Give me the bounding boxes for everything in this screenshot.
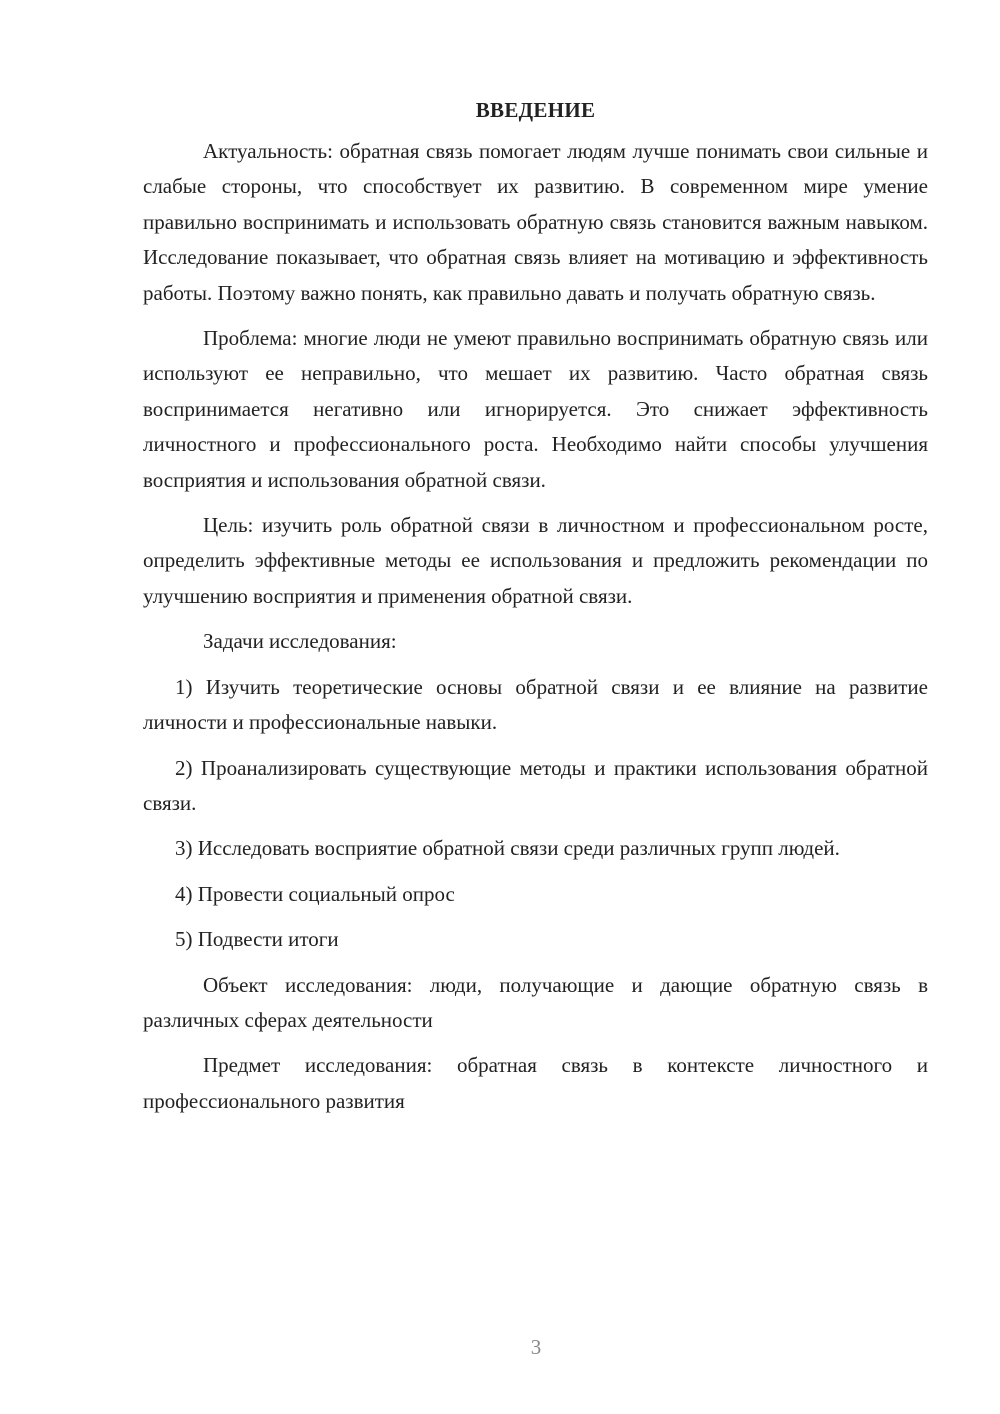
paragraph-goal: Цель: изучить роль обратной связи в личностном и профессиональном росте, определить эффективные методы ее использования и предложить рекомендации по улучшению восприятия и применения обратной связи. [143,513,928,608]
document-page [143,93,928,1129]
paragraph-object: Объект исследования: люди, получающие и дающие обратную связь в различных сферах деятельности [143,972,928,1032]
task-item-3: 3) Исследовать восприятие обратной связи среди различных групп людей. [175,836,840,861]
paragraph-relevance: Актуальность: обратная связь помогает людям лучше понимать свои сильные и слабые стороны, что способствует их развитию. В современном мире умение правильно воспринимать и использовать обратную связь становится важным навыком. Исследование показывает, что обратная связь влияет на мотивацию и эффективность работы. Поэтому важно понять, как правильно давать и получать обратную связь. [143,139,928,305]
task-item-5: 5) Подвести итоги [175,927,339,952]
page-title: ВВЕДЕНИЕ [475,98,596,122]
page-number: 3 [530,1335,542,1359]
paragraph-subject: Предмет исследования: обратная связь в контексте личностного и профессионального развития [143,1053,928,1113]
task-item-4: 4) Провести социальный опрос [175,881,455,906]
paragraph-problem: Проблема: многие люди не умеют правильно воспринимать обратную связь или используют ее неправильно, что мешает их развитию. Часто обратная связь воспринимается негативно или игнорируется. Это снижает эффективность личностного и профессионального роста. Необходимо найти способы улучшения восприятия и использования обратной связи. [143,326,928,492]
task-item-1: 1) Изучить теоретические основы обратной связи и ее влияние на развитие личности и профессиональные навыки. [143,674,928,735]
task-item-2: 2) Проанализировать существующие методы и практики использования обратной связи. [143,755,928,815]
tasks-heading: Задачи исследования: [203,629,397,654]
